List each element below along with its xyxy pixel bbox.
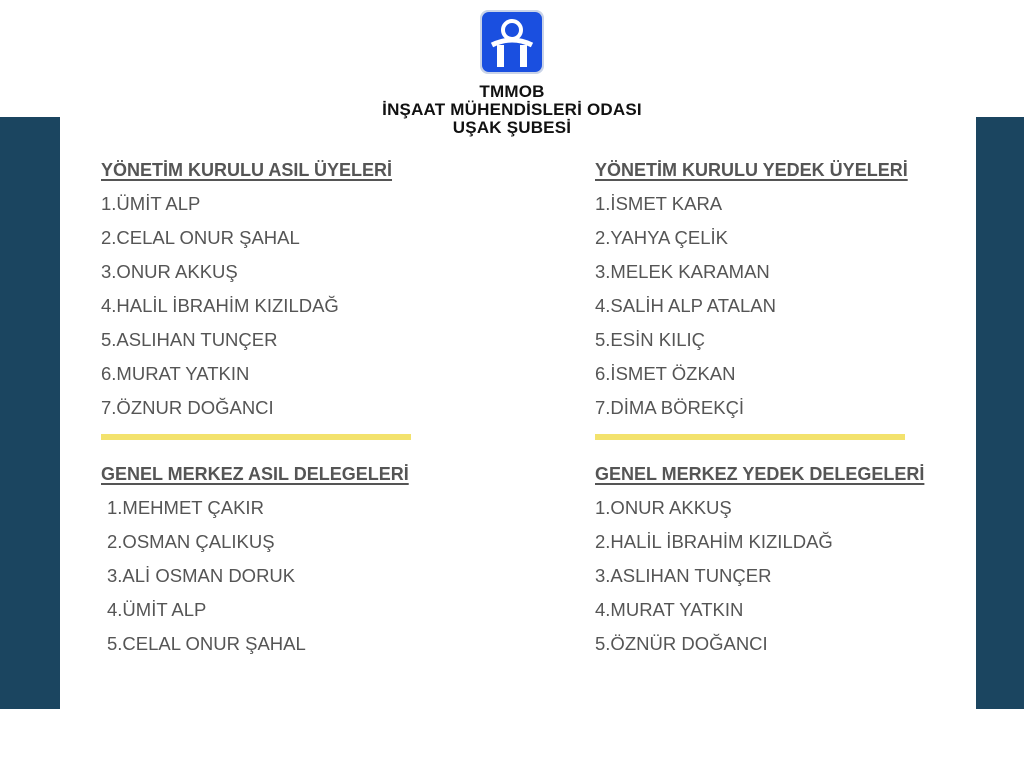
board-principal-list xyxy=(101,192,481,420)
list-item: 1.MEHMET ÇAKIR xyxy=(107,497,264,518)
list-item: 5.ÖZNÜR DOĞANCI xyxy=(595,633,768,654)
list-item: 2.HALİL İBRAHİM KIZILDAĞ xyxy=(595,531,833,552)
board-substitute-title: YÖNETİM KURULU YEDEK ÜYELERİ xyxy=(595,160,908,180)
list-item: 3.ASLIHAN TUNÇER xyxy=(595,565,772,586)
section-divider xyxy=(595,434,905,440)
delegates-principal-title: GENEL MERKEZ ASIL DELEGELERİ xyxy=(101,464,409,484)
list-item: 4.ÜMİT ALP xyxy=(107,599,207,620)
list-item: 3.MELEK KARAMAN xyxy=(595,261,770,282)
list-item: 5.CELAL ONUR ŞAHAL xyxy=(107,633,306,654)
list-item: 4.SALİH ALP ATALAN xyxy=(595,295,776,316)
list-item: 2.OSMAN ÇALIKUŞ xyxy=(107,531,275,552)
left-side-bar xyxy=(0,117,60,709)
list-item: 2.YAHYA ÇELİK xyxy=(595,227,728,248)
list-item: 7.DİMA BÖREKÇİ xyxy=(595,397,745,418)
org-name-line3: UŞAK ŞUBESİ xyxy=(452,118,572,137)
list-item: 3.ONUR AKKUŞ xyxy=(101,261,238,282)
delegates-principal-list xyxy=(101,496,481,656)
list-item: 6.İSMET ÖZKAN xyxy=(595,363,736,384)
right-column xyxy=(595,158,975,666)
imo-logo-icon xyxy=(479,9,545,75)
list-item: 1.ÜMİT ALP xyxy=(101,193,201,214)
list-item: 5.ASLIHAN TUNÇER xyxy=(101,329,278,350)
page-header xyxy=(0,9,1024,137)
org-name-line2: İNŞAAT MÜHENDİSLERİ ODASI xyxy=(382,100,642,119)
delegates-substitute-title: GENEL MERKEZ YEDEK DELEGELERİ xyxy=(595,464,925,484)
delegates-substitute-list xyxy=(595,496,975,656)
list-item: 4.HALİL İBRAHİM KIZILDAĞ xyxy=(101,295,339,316)
list-item: 1.ONUR AKKUŞ xyxy=(595,497,732,518)
left-column xyxy=(101,158,481,666)
list-item: 3.ALİ OSMAN DORUK xyxy=(107,565,296,586)
list-item: 2.CELAL ONUR ŞAHAL xyxy=(101,227,300,248)
list-item: 7.ÖZNUR DOĞANCI xyxy=(101,397,274,418)
org-name-line1: TMMOB xyxy=(479,82,545,101)
list-item: 5.ESİN KILIÇ xyxy=(595,329,706,350)
right-side-bar xyxy=(976,117,1024,709)
board-substitute-list xyxy=(595,192,975,420)
list-item: 4.MURAT YATKIN xyxy=(595,599,744,620)
list-item: 1.İSMET KARA xyxy=(595,193,723,214)
section-divider xyxy=(101,434,411,440)
list-item: 6.MURAT YATKIN xyxy=(101,363,250,384)
board-principal-title: YÖNETİM KURULU ASIL ÜYELERİ xyxy=(101,160,393,180)
